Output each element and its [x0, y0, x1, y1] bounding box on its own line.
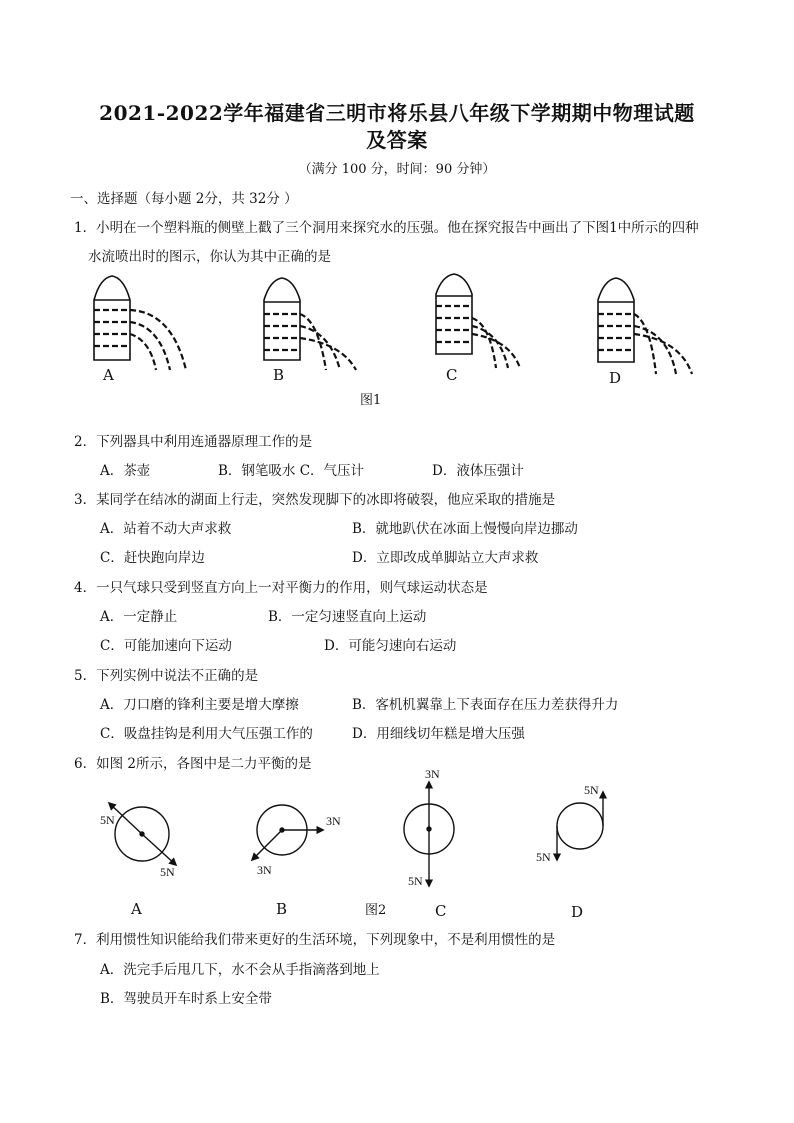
diagram-b-force-label-right: 3N: [326, 814, 341, 828]
q3-option-b: B．就地趴伏在冰面上慢慢向岸边挪动: [352, 521, 578, 537]
figure-2-label-c: C: [435, 902, 447, 920]
figure-1-label-d: D: [609, 369, 622, 387]
figure-1-label-a: A: [103, 366, 114, 384]
q4-option-d: D．可能匀速向右运动: [324, 638, 457, 654]
q3-option-c: C．赶快跑向岸边: [100, 550, 205, 566]
figure-1-label-c: C: [446, 366, 458, 384]
q7-stem: 7．利用惯性知识能给我们带来更好的生活环境，下列现象中，不是利用惯性的是: [74, 932, 556, 948]
figure-1-water-jets: [0, 270, 794, 410]
figure-2-caption: 图2: [365, 903, 387, 918]
q2-option-bc: B．钢笔吸水 C．气压计: [218, 463, 365, 479]
q4-option-b: B．一定匀速竖直向上运动: [268, 609, 427, 625]
q5-option-a: A．刀口磨的锋利主要是增大摩擦: [100, 697, 299, 713]
bottle-d: [598, 278, 692, 374]
q2-option-a: A．茶壶: [100, 463, 151, 479]
bottle-b: [264, 278, 356, 370]
figure-2-force-diagrams: [0, 762, 794, 892]
q5-option-b: B．客机机翼靠上下表面存在压力差获得升力: [352, 697, 619, 713]
section-heading: 一、选择题（每小题 2分，共 32分 ）: [70, 191, 298, 207]
figure-2-label-a: A: [131, 900, 142, 918]
document-title-line2: 及答案: [366, 128, 428, 152]
figure-2-label-b: B: [276, 900, 288, 918]
bottle-c: [436, 274, 520, 368]
q2-option-d: D．液体压强计: [432, 463, 524, 479]
diagram-d: [557, 792, 603, 860]
diagram-a: [109, 803, 176, 865]
q7-option-b: B．驾驶员开车时系上安全带: [100, 991, 272, 1007]
bottle-a: [94, 276, 186, 370]
figure-2-label-d: D: [571, 903, 584, 921]
q5-option-c: C．吸盘挂钩是利用大气压强工作的: [100, 726, 313, 742]
q7-option-a: A．洗完手后甩几下，水不会从手指滴落到地上: [100, 962, 380, 978]
document-subtitle: （满分 100 分，时间：90 分钟）: [298, 162, 496, 177]
q1-stem-line1: 1．小明在一个塑料瓶的侧壁上戳了三个洞用来探究水的压强。他在探究报告中画出了下图1中所示的四种: [74, 220, 699, 236]
q4-option-c: C．可能加速向下运动: [100, 638, 232, 654]
q5-option-d: D．用细线切年糕是增大压强: [352, 726, 525, 742]
diagram-a-force-label-upper: 5N: [100, 813, 115, 827]
figure-1-label-b: B: [273, 366, 285, 384]
diagram-c: [404, 782, 454, 886]
q1-stem-line2: 水流喷出时的图示，你认为其中正确的是: [88, 249, 331, 265]
diagram-b-force-label-left: 3N: [257, 863, 272, 877]
diagram-a-force-label-lower: 5N: [160, 865, 175, 879]
q4-stem: 4．一只气球只受到竖直方向上一对平衡力的作用，则气球运动状态是: [74, 580, 488, 596]
q2-stem: 2．下列器具中利用连通器原理工作的是: [74, 434, 313, 450]
q3-option-a: A．站着不动大声求救: [100, 521, 232, 537]
q3-stem: 3．某同学在结冰的湖面上行走，突然发现脚下的冰即将破裂，他应采取的措施是: [74, 492, 556, 508]
q6-stem: 6．如图 2所示，各图中是二力平衡的是: [74, 756, 312, 772]
document-title: 2021-2022学年福建省三明市将乐县八年级下学期期中物理试题: [99, 101, 695, 125]
diagram-c-force-label-upper: 3N: [425, 767, 440, 781]
q3-option-d: D．立即改成单脚站立大声求救: [352, 550, 539, 566]
diagram-c-force-label-lower: 5N: [408, 874, 423, 888]
figure-1-caption: 图1: [360, 393, 382, 408]
q4-option-a: A．一定静止: [100, 609, 178, 625]
diagram-b: [252, 805, 323, 860]
q5-stem: 5．下列实例中说法不正确的是: [74, 668, 259, 684]
diagram-d-force-label-upper: 5N: [584, 783, 599, 797]
diagram-d-force-label-lower: 5N: [536, 850, 551, 864]
